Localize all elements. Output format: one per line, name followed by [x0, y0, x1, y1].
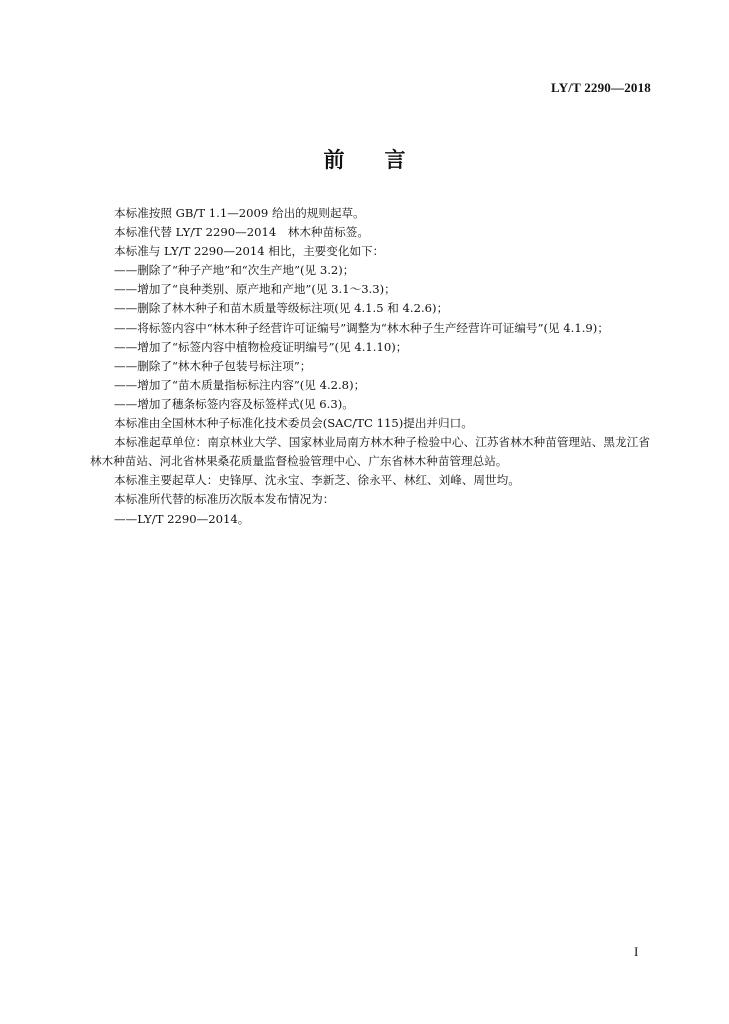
page-number: I — [634, 944, 639, 959]
page-title — [0, 144, 729, 174]
change-item: ——删除了“种子产地”和“次生产地”(见 3.2)； — [114, 263, 355, 278]
paragraph-history-intro: 本标准所代替的标准历次版本发布情况为： — [114, 492, 335, 507]
change-item: ——增加了“标签内容中植物检疫证明编号”(见 4.1.10)； — [114, 339, 408, 354]
paragraph-drafting-rules: 本标准按照 GB/T 1.1—2009 给出的规则起草。 — [114, 206, 365, 220]
paragraph-drafters: 本标准主要起草人：史锋厚、沈永宝、李新芝、徐永平、林红、刘峰、周世均。 — [114, 473, 520, 488]
change-item: ——将标签内容中“林木种子经营许可证编号”调整为“林木种子生产经营许可证编号”(见 4.1.9)； — [114, 320, 609, 335]
change-item: ——增加了“良种类别、原产地和产地”(见 3.1～3.3)； — [114, 282, 396, 297]
paragraph-replaces: 本标准代替 LY/T 2290—2014 林木种苗标签。 — [114, 225, 369, 240]
title-char-1: 前 — [323, 148, 345, 172]
change-item: ——增加了穗条标签内容及标签样式(见 6.3)。 — [114, 396, 354, 411]
history-item: ——LY/T 2290—2014。 — [114, 511, 250, 526]
change-item: ——删除了“林木种子包装号标注项”； — [114, 358, 312, 373]
change-item: ——删除了林木种子和苗木质量等级标注项(见 4.1.5 和 4.2.6)； — [114, 301, 449, 316]
change-item: ——增加了“苗木质量指标标注内容”(见 4.2.8)； — [114, 377, 366, 392]
foreword-body — [90, 204, 650, 529]
paragraph-drafting-units: 本标准起草单位：南京林业大学、国家林业局南方林木种子检验中心、江苏省林木种苗管理站、黑龙江省林木种苗站、河北省林果桑花质量监督检验管理中心、广东省林木种苗管理总站。 — [90, 435, 650, 469]
standard-code: LY/T 2290—2018 — [551, 80, 651, 95]
paragraph-main-changes: 本标准与 LY/T 2290—2014 相比，主要变化如下： — [114, 244, 385, 259]
paragraph-proposed-by: 本标准由全国林木种子标准化技术委员会(SAC/TC 115)提出并归口。 — [114, 416, 473, 431]
title-char-2: 言 — [384, 148, 406, 172]
